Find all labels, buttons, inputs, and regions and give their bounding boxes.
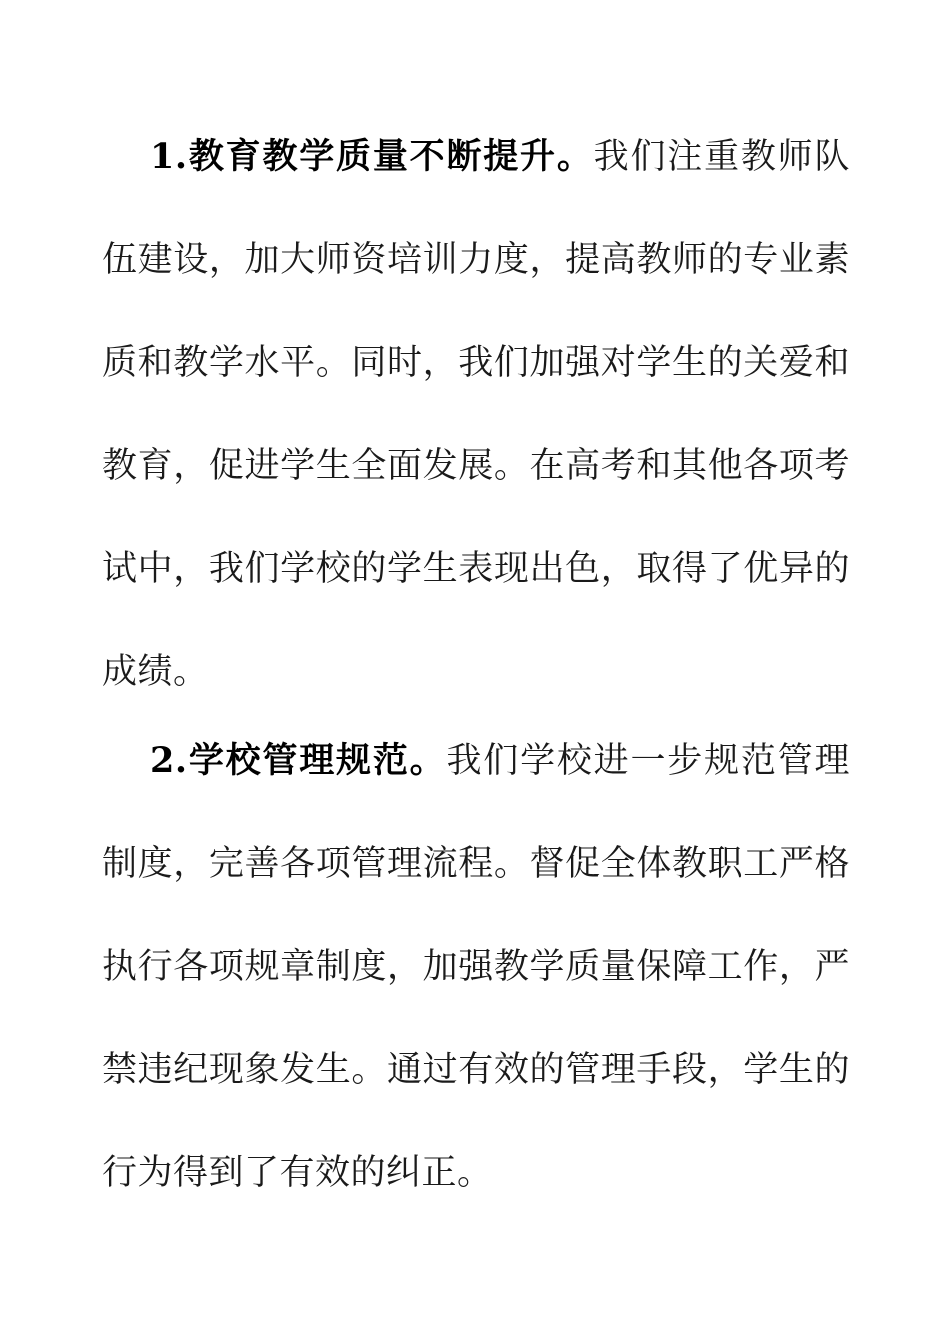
paragraph-body: 我们学校进一步规范管理制度，完善各项管理流程。督促全体教职工严格执行各项规章制度，加强教学质量保障工作，严禁违纪现象发生。通过有效的管理手段，学生的行为得到了有效的纠正。 [102, 741, 850, 1193]
paragraph-school-management [102, 709, 850, 1225]
paragraph-heading: 2.学校管理规范。 [150, 740, 447, 781]
paragraph-body: 我们注重教师队伍建设，加大师资培训力度，提高教师的专业素质和教学水平。同时，我们加强对学生的关爱和教育，促进学生全面发展。在高考和其他各项考试中，我们学校的学生表现出色，取得了优异的成绩。 [102, 137, 850, 692]
paragraph-heading: 1.教育教学质量不断提升。 [150, 136, 594, 177]
paragraph-teaching-quality [102, 105, 850, 724]
